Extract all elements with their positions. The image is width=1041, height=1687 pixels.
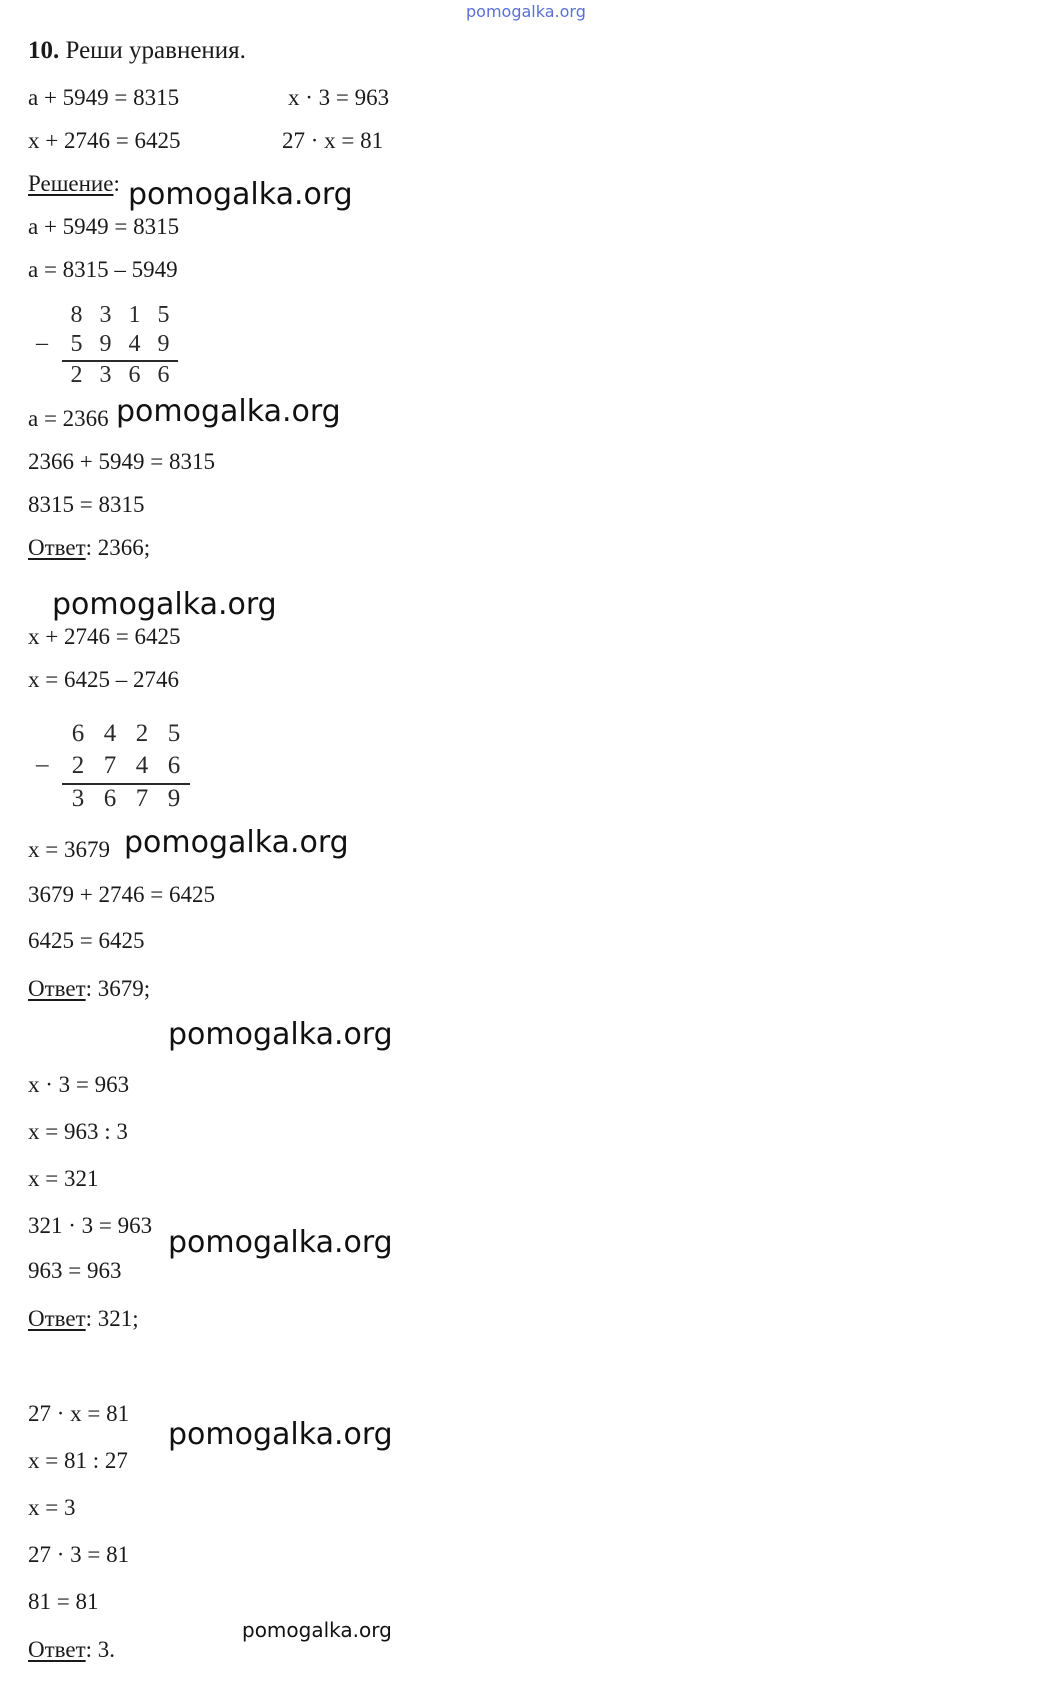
digit: 2 [70, 362, 83, 388]
answer-label: Ответ [28, 1637, 86, 1662]
column-top-row [62, 302, 178, 329]
minus-sign: – [36, 330, 48, 356]
part3-result: x = 321 [28, 1166, 99, 1191]
equation-3: x + 2746 = 6425 [28, 128, 181, 153]
digit: 3 [99, 362, 112, 388]
answer-label: Ответ [28, 1306, 86, 1331]
column-bottom-row [62, 331, 178, 358]
watermark: pomogalka.org [128, 177, 353, 212]
digit: 6 [167, 752, 181, 779]
part4-check: 27 · 3 = 81 [28, 1542, 130, 1567]
part1-answer [28, 536, 150, 559]
part2-equation: x + 2746 = 6425 [28, 624, 181, 649]
digit: 7 [135, 785, 149, 812]
part1-result: a = 2366 [28, 406, 109, 431]
digit: 6 [71, 720, 85, 747]
task-number: 10. [28, 37, 60, 64]
digit: 4 [135, 752, 149, 779]
part3-transform: x = 963 : 3 [28, 1119, 128, 1144]
watermark: pomogalka.org [168, 1417, 393, 1452]
part2-column-subtraction [36, 720, 186, 820]
part2-transform: x = 6425 – 2746 [28, 667, 179, 692]
answer-label: Ответ [28, 976, 86, 1001]
solution-colon: : [113, 171, 120, 196]
digit: 5 [157, 302, 170, 328]
column-result-row [62, 785, 190, 813]
equation-2: x · 3 = 963 [288, 85, 390, 110]
answer-value: : 3. [85, 1637, 116, 1662]
part1-transform: a = 8315 – 5949 [28, 257, 178, 282]
answer-value: : 3679; [85, 976, 151, 1001]
watermark: pomogalka.org [116, 394, 341, 429]
digit: 6 [128, 362, 141, 388]
watermark: pomogalka.org [168, 1225, 393, 1260]
digit: 8 [70, 302, 83, 328]
part4-transform: x = 81 : 27 [28, 1448, 128, 1473]
digit: 9 [167, 785, 181, 812]
answer-value: : 2366; [85, 535, 151, 560]
watermark: pomogalka.org [242, 1618, 392, 1642]
part1-check: 2366 + 5949 = 8315 [28, 449, 215, 474]
digit: 3 [99, 302, 112, 328]
part4-equation: 27 · x = 81 [28, 1401, 130, 1426]
digit: 3 [71, 785, 85, 812]
part4-answer [28, 1638, 115, 1661]
watermark: pomogalka.org [124, 825, 349, 860]
watermark: pomogalka.org [52, 587, 277, 622]
solution-label: Решение [28, 171, 114, 196]
watermark-top: pomogalka.org [466, 2, 586, 21]
task-title: Реши уравнения. [65, 37, 246, 64]
part3-check: 321 · 3 = 963 [28, 1213, 153, 1238]
digit: 9 [99, 331, 112, 357]
digit: 2 [71, 752, 85, 779]
digit: 1 [128, 302, 141, 328]
equation-1: a + 5949 = 8315 [28, 85, 180, 110]
digit: 4 [103, 720, 117, 747]
part3-verify: 963 = 963 [28, 1258, 122, 1283]
part2-result: x = 3679 [28, 837, 110, 862]
part1-equation: a + 5949 = 8315 [28, 214, 180, 239]
part4-result: x = 3 [28, 1495, 76, 1520]
part2-verify: 6425 = 6425 [28, 928, 145, 953]
answer-value: : 321; [85, 1306, 139, 1331]
part2-check: 3679 + 2746 = 6425 [28, 882, 215, 907]
digit: 4 [128, 331, 141, 357]
watermark: pomogalka.org [168, 1017, 393, 1052]
part3-answer [28, 1307, 139, 1330]
column-bottom-row [62, 752, 190, 780]
part2-answer [28, 977, 150, 1000]
part1-column-subtraction [36, 302, 176, 392]
digit: 2 [135, 720, 149, 747]
minus-sign: – [36, 751, 49, 778]
part3-equation: x · 3 = 963 [28, 1072, 130, 1097]
digit: 6 [157, 362, 170, 388]
part4-verify: 81 = 81 [28, 1589, 99, 1614]
digit: 6 [103, 785, 117, 812]
digit: 5 [167, 720, 181, 747]
task-header [28, 38, 246, 63]
equation-4: 27 · x = 81 [282, 128, 384, 153]
digit: 7 [103, 752, 117, 779]
column-top-row [62, 720, 190, 748]
digit: 9 [157, 331, 170, 357]
column-result-row [62, 362, 178, 389]
solution-heading [28, 172, 120, 195]
part1-verify: 8315 = 8315 [28, 492, 145, 517]
digit: 5 [70, 331, 83, 357]
answer-label: Ответ [28, 535, 86, 560]
